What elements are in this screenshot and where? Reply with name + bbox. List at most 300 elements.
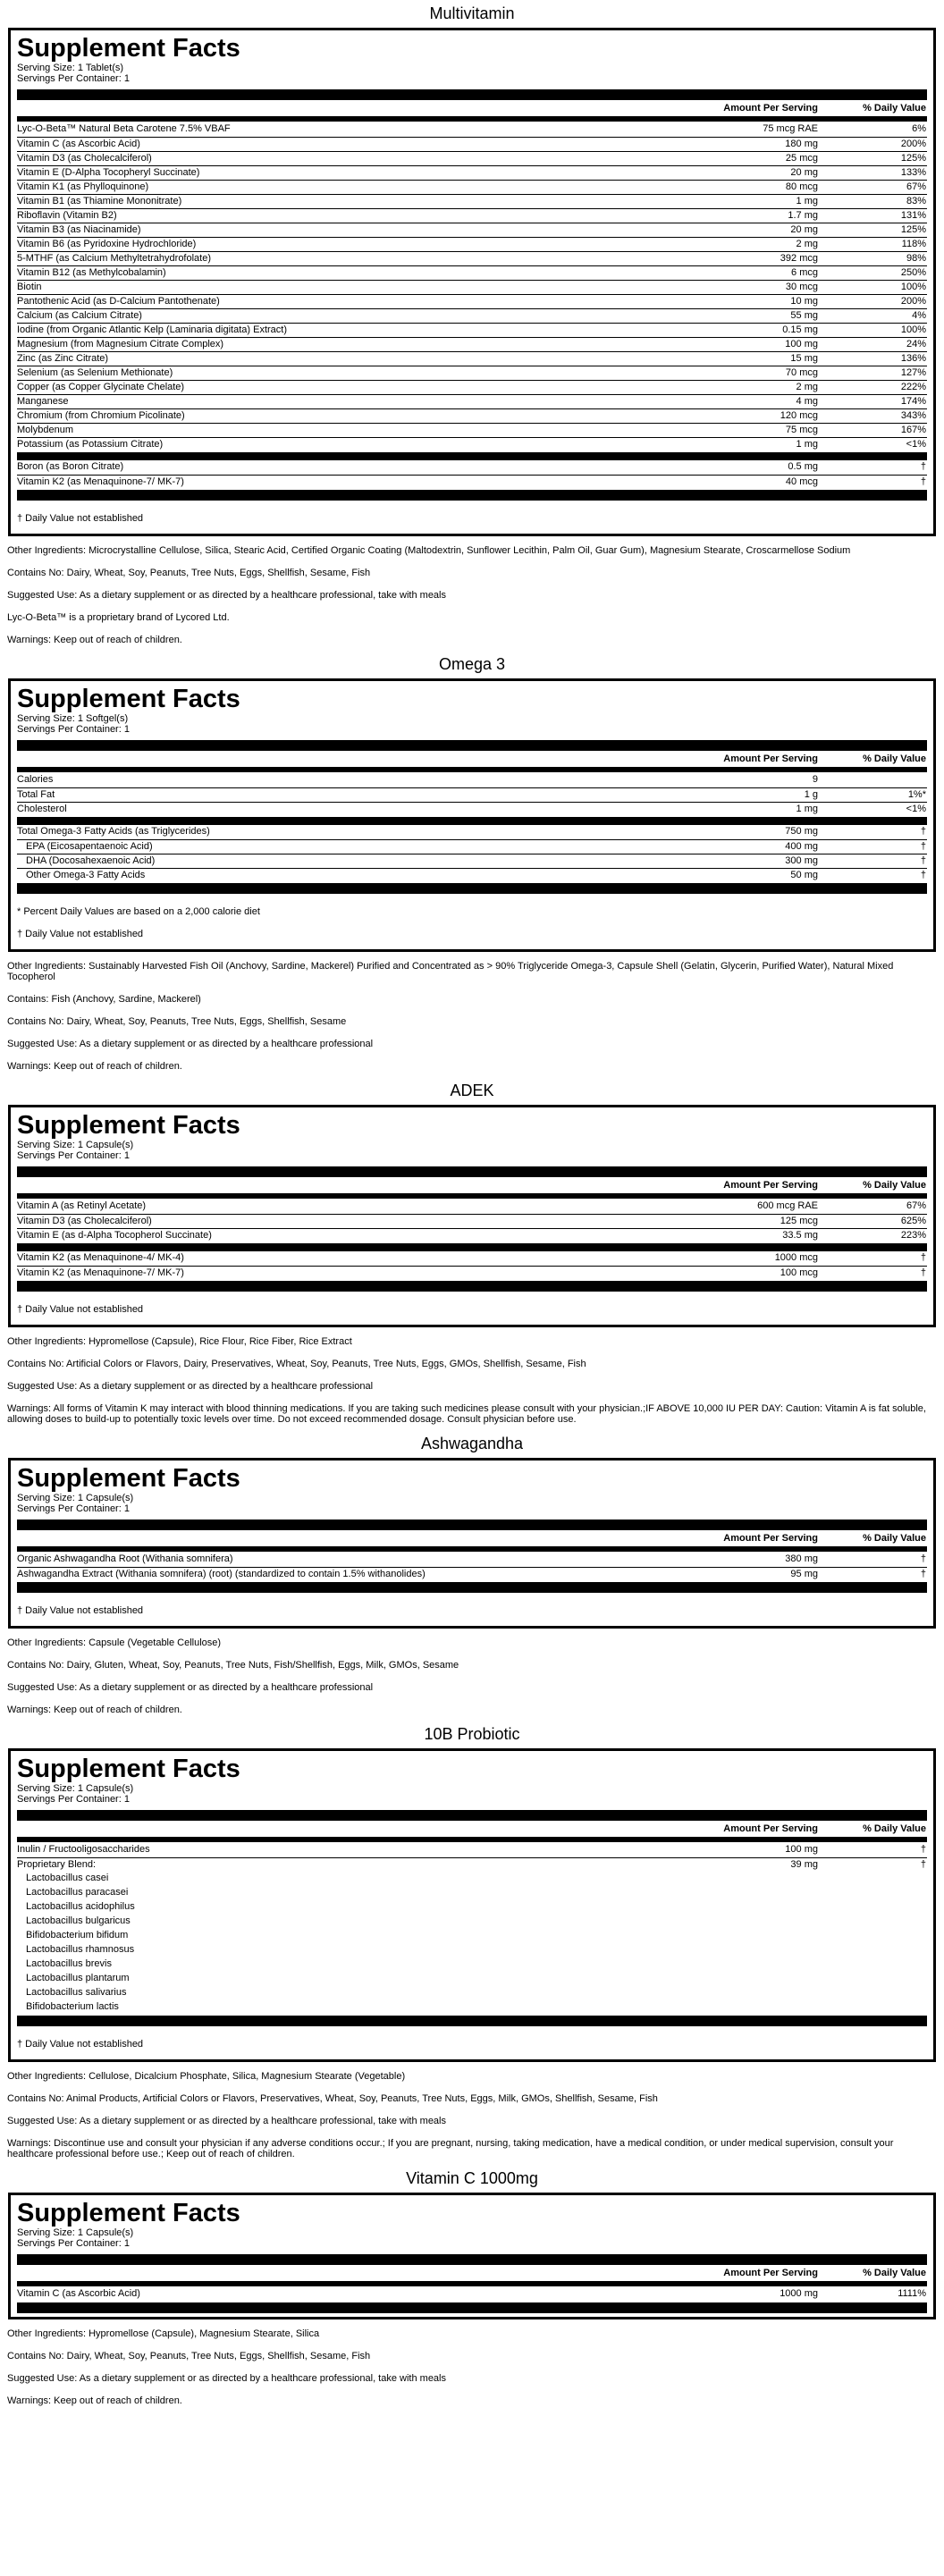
nutrient-daily-value: 200% [900,138,926,149]
nutrient-amount: 100 mcg [780,1267,818,1278]
product-note: Other Ingredients: Cellulose, Dicalcium Phosphate, Silica, Magnesium Stearate (Vegetable) [7,2071,406,2082]
nutrient-daily-value: 167% [900,424,926,435]
nutrient-daily-value: 4% [912,309,926,321]
product-title: Ashwagandha [420,1435,524,1452]
nutrient-amount: 2 mg [796,381,818,392]
nutrient-amount: 40 mcg [785,476,818,487]
nutrient-name: Total Fat [17,788,55,800]
product-note: Other Ingredients: Capsule (Vegetable Cellulose) [7,1637,222,1648]
nutrient-name: DHA (Docosahexaenoic Acid) [26,854,156,866]
column-header [17,1180,927,1192]
nutrient-row [17,237,927,251]
nutrient-name: Vitamin B1 (as Thiamine Mononitrate) [17,195,182,206]
nutrient-name: Cholesterol [17,803,67,814]
divider-thick [17,2302,927,2313]
nutrient-row [17,802,927,816]
divider-thick [17,740,927,751]
nutrient-daily-value: 343% [900,409,926,421]
supplement-facts-panel [8,1105,936,1327]
blend-item-name: Bifidobacterium bifidum [26,1930,129,1941]
nutrient-row [17,437,927,451]
nutrient-daily-value: 174% [900,395,926,407]
product-note: Warnings: Discontinue use and consult your physician if any adverse conditions occur.; If you are pregnant, nursing, taking medication, have a medical condition, or under medical supervision, consult your healthcare professional before use.; Keep out of reach of children. [7,2138,894,2159]
nutrient-row [17,323,927,337]
nutrient-amount: 750 mg [785,826,818,838]
nutrient-name: Total Omega-3 Fatty Acids (as Triglycerides) [17,826,210,838]
nutrient-row [17,787,927,802]
nutrient-daily-value: 223% [900,1229,926,1241]
product-note: Contains No: Artificial Colors or Flavors, Dairy, Preservatives, Wheat, Soy, Peanuts, Tree Nuts, Eggs, GMOs, Shellfish, Sesame, Fish [7,1359,586,1369]
serving-size: Serving Size: 1 Capsule(s) [17,1493,134,1503]
nutrient-amount: 100 mg [785,338,818,349]
product-section [5,0,939,645]
servings-per-container: Servings Per Container: 1 [17,724,130,735]
product-note: Contains: Fish (Anchovy, Sardine, Mackerel) [7,994,201,1005]
nutrient-daily-value: † [920,854,926,866]
nutrient-name: Vitamin K2 (as Menaquinone-7/ MK-7) [17,1267,184,1278]
nutrient-row [17,337,927,351]
nutrient-daily-value: 136% [900,352,926,364]
nutrient-name: Copper (as Copper Glycinate Chelate) [17,381,185,392]
nutrient-name: Lyc-O-Beta™ Natural Beta Carotene 7.5% VBAF [17,123,231,135]
footnote: * Percent Daily Values are based on a 2,000 calorie diet [17,906,260,917]
nutrient-name: 5-MTHF (as Calcium Methyltetrahydrofolate) [17,252,212,264]
product-note: Other Ingredients: Hypromellose (Capsule), Magnesium Stearate, Silica [7,2328,320,2339]
column-header-amount: Amount Per Serving [723,753,818,764]
nutrient-amount: 75 mcg RAE [763,123,818,135]
servings-per-container: Servings Per Container: 1 [17,73,130,84]
nutrient-daily-value: 98% [906,252,926,264]
blend-item-name: Lactobacillus paracasei [26,1887,129,1898]
serving-size: Serving Size: 1 Tablet(s) [17,63,124,73]
nutrient-row [17,868,927,882]
servings-per-container: Servings Per Container: 1 [17,1503,130,1514]
divider-group [17,452,927,460]
nutrient-row [17,208,927,223]
product-notes [5,2319,939,2406]
nutrient-daily-value: † [920,461,926,473]
nutrient-name: Proprietary Blend: [17,1858,97,1870]
nutrient-amount: 70 mcg [785,366,818,378]
nutrient-daily-value: † [920,1267,926,1278]
nutrient-amount: 1.7 mg [788,209,818,221]
nutrient-name: Selenium (as Selenium Methionate) [17,366,173,378]
product-section [5,1077,939,1425]
nutrient-daily-value: 24% [906,338,926,349]
product-note: Suggested Use: As a dietary supplement or as directed by a healthcare professional, take with meals [7,2116,446,2126]
supplement-facts-panel [8,28,936,536]
product-note: Suggested Use: As a dietary supplement or as directed by a healthcare professional [7,1039,374,1049]
column-header-daily-value: % Daily Value [863,2267,926,2278]
nutrient-daily-value: 133% [900,166,926,178]
product-section [5,1721,939,2159]
product-note: Suggested Use: As a dietary supplement or as directed by a healthcare professional [7,1381,374,1392]
footnote: † Daily Value not established [17,929,144,939]
footnote: † Daily Value not established [17,513,144,524]
nutrient-daily-value: † [920,1858,926,1870]
nutrient-row [17,351,927,366]
product-note: Contains No: Dairy, Wheat, Soy, Peanuts, Tree Nuts, Eggs, Shellfish, Sesame [7,1016,347,1027]
nutrient-row [17,1200,927,1214]
nutrient-amount: 4 mg [796,395,818,407]
nutrient-amount: 600 mcg RAE [757,1200,818,1212]
column-header-amount: Amount Per Serving [723,102,818,114]
product-notes [5,536,939,645]
divider-thick [17,1520,927,1530]
nutrient-daily-value: 222% [900,381,926,392]
nutrient-amount: 125 mcg [780,1215,818,1226]
servings-per-container: Servings Per Container: 1 [17,1794,130,1805]
supplement-facts-panel [8,1748,936,2062]
nutrient-name: EPA (Eicosapentaenoic Acid) [26,840,153,852]
product-title: Multivitamin [429,4,515,22]
nutrient-daily-value: <1% [906,438,926,450]
nutrient-amount: 1 mg [796,438,818,450]
nutrient-daily-value: † [920,869,926,880]
blend-item-name: Lactobacillus acidophilus [26,1901,135,1913]
product-note: Lyc-O-Beta™ is a proprietary brand of Lycored Ltd. [7,612,230,623]
product-note: Other Ingredients: Sustainably Harvested Fish Oil (Anchovy, Sardine, Mackerel) Purified and Concentrated as > 90% Triglyceride Omega-3, Capsule Shell (Gelatin, Glycerin, Purified Water), Natural Mixed Tocopherol [7,961,894,982]
nutrient-name: Calories [17,774,54,786]
nutrient-row [17,408,927,423]
nutrient-row [17,151,927,165]
nutrient-row [17,1843,927,1857]
nutrient-row [17,122,927,137]
nutrient-amount: 33.5 mg [782,1229,818,1241]
product-note: Warnings: All forms of Vitamin K may interact with blood thinning medications. If you are taking such medicines please consult with your physician.;IF ABOVE 10,000 IU PER DAY: Caution: Vitamin A is fat soluble, allowing doses to build-up to potentially toxic levels over time. Do not exceed recommended dosage. Consult physician before use. [7,1403,926,1425]
nutrient-row [17,280,927,294]
product-note: Suggested Use: As a dietary supplement or as directed by a healthcare professional [7,1682,374,1693]
serving-size: Serving Size: 1 Capsule(s) [17,2227,134,2238]
divider-medium [17,1546,927,1552]
divider-medium [17,767,927,772]
nutrient-name: Zinc (as Zinc Citrate) [17,352,109,364]
nutrient-row [17,854,927,868]
nutrient-name: Calcium (as Calcium Citrate) [17,309,142,321]
nutrient-name: Vitamin K2 (as Menaquinone-4/ MK-4) [17,1252,184,1264]
nutrient-amount: 20 mg [790,166,818,178]
column-header-daily-value: % Daily Value [863,1532,926,1544]
product-note: Suggested Use: As a dietary supplement or as directed by a healthcare professional, take with meals [7,2373,446,2384]
blend-item-name: Lactobacillus bulgaricus [26,1915,131,1927]
nutrient-name: Vitamin K1 (as Phylloquinone) [17,181,149,192]
product-note: Contains No: Dairy, Wheat, Soy, Peanuts, Tree Nuts, Eggs, Shellfish, Sesame, Fish [7,568,371,578]
serving-size: Serving Size: 1 Softgel(s) [17,713,129,724]
divider-thick [17,1582,927,1593]
servings-per-container: Servings Per Container: 1 [17,2238,130,2249]
divider-medium [17,1837,927,1842]
column-header-daily-value: % Daily Value [863,1179,926,1191]
facts-heading: Supplement Facts [17,1464,240,1493]
column-header-amount: Amount Per Serving [723,2267,818,2278]
product-section [5,2165,939,2406]
product-note: Warnings: Keep out of reach of children. [7,1705,182,1715]
nutrient-daily-value: † [920,1844,926,1856]
nutrient-daily-value: 100% [900,281,926,292]
nutrient-amount: 15 mg [790,352,818,364]
nutrient-amount: 1000 mg [780,2288,818,2300]
nutrient-amount: 1 g [804,788,818,800]
nutrient-row [17,394,927,408]
nutrient-row [17,1567,927,1581]
nutrient-row [17,460,927,475]
blend-item [17,1886,927,1900]
nutrient-daily-value: 100% [900,324,926,335]
nutrient-name: Riboflavin (Vitamin B2) [17,209,117,221]
nutrient-name: Vitamin C (as Ascorbic Acid) [17,138,140,149]
divider-thick [17,1281,927,1292]
nutrient-daily-value: 625% [900,1215,926,1226]
nutrient-row [17,773,927,787]
product-title: Vitamin C 1000mg [406,2169,538,2187]
nutrient-name: Vitamin D3 (as Cholecalciferol) [17,1215,152,1226]
nutrient-daily-value: † [920,1568,926,1579]
nutrient-amount: 180 mg [785,138,818,149]
facts-heading: Supplement Facts [17,1755,240,1783]
blend-item-name: Lactobacillus plantarum [26,1973,130,1984]
nutrient-daily-value: 200% [900,295,926,307]
nutrient-row [17,1228,927,1242]
product-note: Contains No: Dairy, Wheat, Soy, Peanuts, Tree Nuts, Eggs, Shellfish, Sesame, Fish [7,2351,371,2361]
nutrient-name: Vitamin B6 (as Pyridoxine Hydrochloride) [17,238,197,249]
divider-medium [17,116,927,122]
blend-item [17,1872,927,1886]
product-section [5,651,939,1072]
column-header [17,1823,927,1836]
facts-heading: Supplement Facts [17,685,240,713]
product-section [5,1430,939,1715]
nutrient-amount: 100 mg [785,1844,818,1856]
nutrient-amount: 1000 mcg [774,1252,818,1264]
nutrient-row [17,165,927,180]
nutrient-daily-value: 83% [906,195,926,206]
blend-item [17,1900,927,1915]
nutrient-daily-value: 131% [900,209,926,221]
blend-item [17,1943,927,1957]
blend-item [17,1957,927,1972]
column-header-amount: Amount Per Serving [723,1179,818,1191]
divider-medium [17,2281,927,2286]
blend-item-name: Lactobacillus casei [26,1873,109,1884]
divider-thick [17,883,927,894]
nutrient-row [17,1266,927,1280]
blend-item-name: Bifidobacterium lactis [26,2001,119,2013]
divider-thick [17,490,927,501]
nutrient-amount: 1 mg [796,195,818,206]
nutrient-name: Vitamin C (as Ascorbic Acid) [17,2288,140,2300]
nutrient-amount: 9 [812,774,818,786]
divider-thick [17,2254,927,2265]
divider-group [17,817,927,825]
nutrient-amount: 2 mg [796,238,818,249]
product-note: Warnings: Keep out of reach of children. [7,1061,182,1072]
nutrient-row [17,137,927,151]
column-header [17,103,927,115]
divider-group [17,1243,927,1251]
nutrient-amount: 30 mcg [785,281,818,292]
product-note: Other Ingredients: Microcrystalline Cellulose, Silica, Stearic Acid, Certified Organic Coating (Maltodextrin, Sunflower Lecithin, Palm Oil, Guar Gum), Magnesium Stearate, Croscarmellose Sodium [7,545,851,556]
nutrient-daily-value: † [920,1553,926,1565]
product-note: Suggested Use: As a dietary supplement or as directed by a healthcare professional, take with meals [7,590,446,601]
divider-thick [17,1166,927,1177]
servings-per-container: Servings Per Container: 1 [17,1150,130,1161]
blend-item-name: Lactobacillus salivarius [26,1987,127,1999]
nutrient-row [17,1857,927,1872]
product-notes [5,952,939,1072]
nutrient-amount: 392 mcg [780,252,818,264]
supplement-facts-panel [8,1458,936,1629]
nutrient-amount: 20 mg [790,223,818,235]
nutrient-amount: 0.15 mg [782,324,818,335]
nutrient-name: Boron (as Boron Citrate) [17,461,124,473]
nutrient-daily-value: 250% [900,266,926,278]
nutrient-name: Magnesium (from Magnesium Citrate Complex) [17,338,224,349]
column-header [17,753,927,766]
nutrient-daily-value: 127% [900,366,926,378]
blend-item [17,1986,927,2000]
nutrient-name: Biotin [17,281,42,292]
nutrient-amount: 400 mg [785,840,818,852]
nutrient-daily-value: † [920,826,926,838]
nutrient-amount: 6 mcg [791,266,818,278]
nutrient-amount: 300 mg [785,854,818,866]
nutrient-name: Iodine (from Organic Atlantic Kelp (Laminaria digitata) Extract) [17,324,288,335]
column-header [17,1533,927,1545]
nutrient-row [17,223,927,237]
nutrient-name: Organic Ashwagandha Root (Withania somnifera) [17,1553,233,1565]
column-header [17,2268,927,2280]
supplement-facts-panel [8,2193,936,2319]
nutrient-row [17,251,927,265]
nutrient-row [17,194,927,208]
divider-thick [17,89,927,100]
nutrient-daily-value: 1111% [898,2288,926,2300]
nutrient-row [17,1251,927,1266]
nutrient-name: Vitamin E (D-Alpha Tocopheryl Succinate) [17,166,200,178]
nutrient-amount: 0.5 mg [788,461,818,473]
nutrient-daily-value: <1% [906,803,926,814]
nutrient-name: Vitamin D3 (as Cholecalciferol) [17,152,152,164]
nutrient-row [17,839,927,854]
product-title: 10B Probiotic [424,1725,520,1743]
serving-size: Serving Size: 1 Capsule(s) [17,1140,134,1150]
nutrient-amount: 380 mg [785,1553,818,1565]
facts-heading: Supplement Facts [17,34,240,63]
nutrient-amount: 55 mg [790,309,818,321]
nutrient-amount: 95 mg [790,1568,818,1579]
nutrient-daily-value: 1%* [907,788,926,800]
nutrient-name: Vitamin B3 (as Niacinamide) [17,223,141,235]
nutrient-amount: 1 mg [796,803,818,814]
nutrient-name: Inulin / Fructooligosaccharides [17,1844,150,1856]
product-notes [5,1629,939,1715]
nutrient-amount: 10 mg [790,295,818,307]
divider-medium [17,1193,927,1199]
blend-item [17,1929,927,1943]
footnote: † Daily Value not established [17,1304,144,1315]
product-note: Contains No: Animal Products, Artificial Colors or Flavors, Preservatives, Wheat, Soy, Peanuts, Tree Nuts, Eggs, Milk, GMOs, Shellfish, Sesame, Fish [7,2093,658,2104]
product-notes [5,2062,939,2159]
blend-item-name: Lactobacillus rhamnosus [26,1944,135,1956]
divider-thick [17,1810,927,1821]
nutrient-name: Manganese [17,395,69,407]
nutrient-name: Pantothenic Acid (as D-Calcium Pantothenate) [17,295,220,307]
product-note: Warnings: Keep out of reach of children. [7,635,182,645]
supplement-facts-panel [8,678,936,952]
nutrient-row [17,1553,927,1567]
serving-size: Serving Size: 1 Capsule(s) [17,1783,134,1794]
blend-item [17,1972,927,1986]
nutrient-name: Chromium (from Chromium Picolinate) [17,409,185,421]
nutrient-row [17,308,927,323]
nutrient-row [17,180,927,194]
blend-item-name: Lactobacillus brevis [26,1958,112,1970]
nutrient-daily-value: † [920,840,926,852]
nutrient-row [17,380,927,394]
nutrient-daily-value: 125% [900,152,926,164]
column-header-daily-value: % Daily Value [863,1823,926,1834]
column-header-daily-value: % Daily Value [863,102,926,114]
nutrient-daily-value: 118% [901,238,926,249]
nutrient-amount: 120 mcg [780,409,818,421]
column-header-amount: Amount Per Serving [723,1532,818,1544]
nutrient-name: Potassium (as Potassium Citrate) [17,438,164,450]
facts-heading: Supplement Facts [17,1111,240,1140]
nutrient-amount: 75 mcg [785,424,818,435]
nutrient-row [17,825,927,839]
nutrient-daily-value: 67% [906,1200,926,1212]
nutrient-name: Ashwagandha Extract (Withania somnifera) (root) (standardized to contain 1.5% withanolides) [17,1568,426,1579]
column-header-amount: Amount Per Serving [723,1823,818,1834]
nutrient-amount: 25 mcg [785,152,818,164]
facts-heading: Supplement Facts [17,2199,240,2227]
divider-thick [17,2016,927,2026]
nutrient-row [17,475,927,489]
nutrient-daily-value: † [920,476,926,487]
nutrient-amount: 50 mg [790,869,818,880]
nutrient-row [17,1214,927,1228]
nutrient-name: Vitamin B12 (as Methylcobalamin) [17,266,166,278]
nutrient-daily-value: 125% [900,223,926,235]
nutrient-name: Molybdenum [17,424,73,435]
nutrient-amount: 80 mcg [785,181,818,192]
footnote: † Daily Value not established [17,1605,144,1616]
nutrient-row [17,423,927,437]
nutrient-name: Other Omega-3 Fatty Acids [26,869,146,880]
nutrient-name: Vitamin E (as d-Alpha Tocopherol Succinate) [17,1229,212,1241]
nutrient-daily-value: 67% [906,181,926,192]
nutrient-row [17,265,927,280]
nutrient-name: Vitamin K2 (as Menaquinone-7/ MK-7) [17,476,184,487]
product-title: Omega 3 [438,655,506,673]
column-header-daily-value: % Daily Value [863,753,926,764]
product-note: Contains No: Dairy, Gluten, Wheat, Soy, Peanuts, Tree Nuts, Fish/Shellfish, Eggs, Milk, GMOs, Sesame [7,1660,459,1671]
nutrient-daily-value: 6% [912,123,926,135]
product-note: Other Ingredients: Hypromellose (Capsule), Rice Flour, Rice Fiber, Rice Extract [7,1336,352,1347]
blend-item [17,1915,927,1929]
product-note: Warnings: Keep out of reach of children. [7,2395,182,2406]
nutrient-row [17,2287,927,2302]
product-title: ADEK [450,1082,494,1099]
nutrient-daily-value: † [920,1252,926,1264]
nutrient-name: Vitamin A (as Retinyl Acetate) [17,1200,147,1212]
blend-item [17,2000,927,2015]
nutrient-amount: 39 mg [790,1858,818,1870]
nutrient-row [17,294,927,308]
product-notes [5,1327,939,1425]
nutrient-row [17,366,927,380]
footnote: † Daily Value not established [17,2039,144,2050]
